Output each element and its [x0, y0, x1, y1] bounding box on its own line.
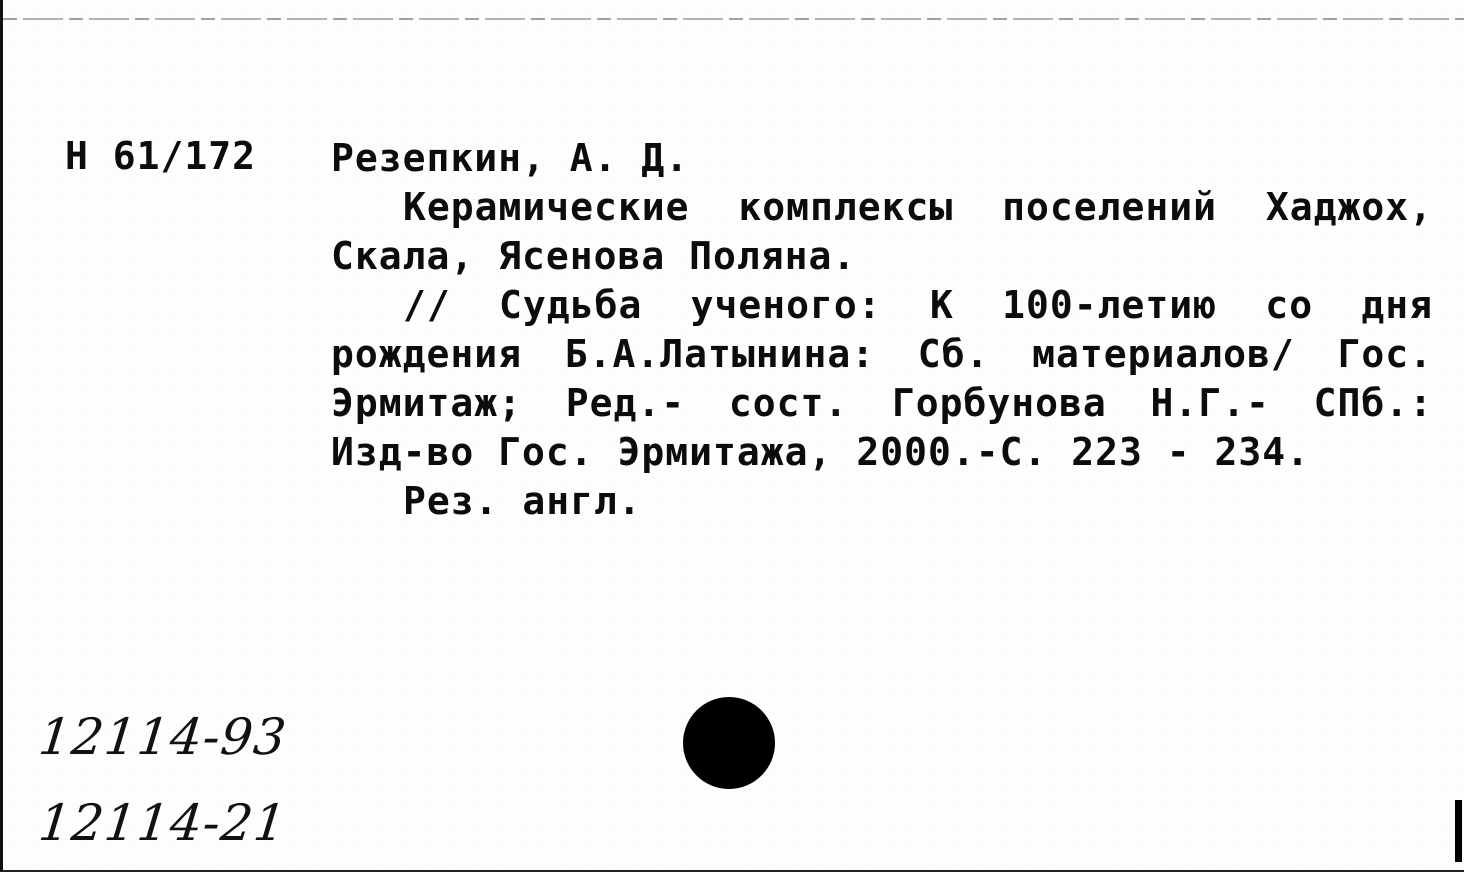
source-line-1: // Судьба ученого: К 100-летию со дня	[403, 283, 1433, 327]
title-line-2: Скала, Ясенова Поляна.	[331, 234, 857, 278]
bibliographic-entry	[331, 134, 1433, 526]
source-line-2: рождения Б.А.Латынина: Сб. материалов/ Гос.	[331, 332, 1433, 376]
punch-hole	[683, 697, 775, 789]
summary-note: Рез. англ.	[403, 479, 642, 523]
source-line-3: Эрмитаж; Ред.- сост. Горбунова Н.Г.- СПб.:	[331, 381, 1433, 425]
source-line-4: Изд-во Гос. Эрмитажа, 2000.-С. 223 - 234.	[331, 430, 1310, 474]
inventory-number: 12114-93	[35, 708, 290, 766]
edge-mark	[1455, 800, 1462, 862]
shelfmark: Н 61/172	[65, 134, 257, 178]
title-line-1: Керамические комплексы поселений Хаджох,	[403, 185, 1433, 229]
inventory-number: 12114-21	[35, 794, 290, 852]
card-top-edge	[3, 18, 1464, 20]
author: Резепкин, А. Д.	[331, 136, 690, 180]
